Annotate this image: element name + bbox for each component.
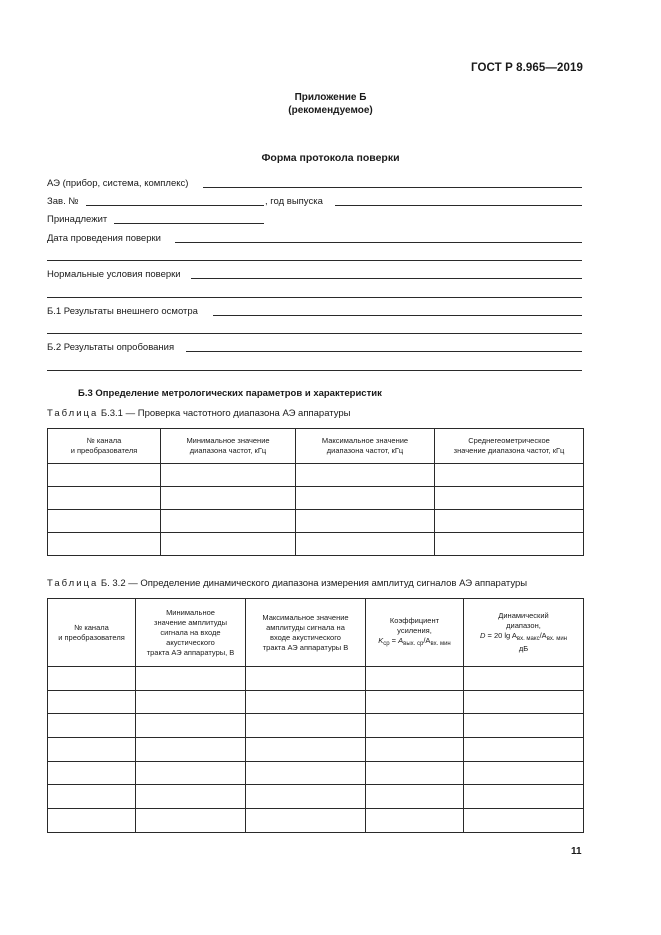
dynamic-range-table [47, 598, 584, 833]
page-number: 11 [571, 846, 582, 857]
table1-caption [47, 408, 350, 419]
device-label: АЭ (прибор, система, комплекс) [47, 178, 189, 189]
conditions-line[interactable] [191, 278, 582, 279]
appendix-title: Приложение Б [294, 92, 367, 103]
table-row [48, 761, 584, 785]
table-cell[interactable] [48, 464, 161, 487]
table-cell[interactable] [48, 690, 136, 714]
table-cell[interactable] [296, 464, 435, 487]
table-cell[interactable] [464, 714, 584, 738]
table2-header-dynamic-range: Динамический диапазон, D = 20 $\lg A_{вх. макс}/A_{вх. мин}$ дБ [464, 599, 584, 667]
table-cell[interactable] [136, 714, 246, 738]
table-cell[interactable] [136, 667, 246, 691]
table-row [48, 533, 584, 556]
table-row [48, 667, 584, 691]
table-cell[interactable] [161, 487, 296, 510]
table-cell[interactable] [296, 487, 435, 510]
year-label: , год выпуска [265, 196, 323, 207]
testing-label: Б.2 Результаты опробования [47, 342, 175, 353]
table-cell[interactable] [136, 785, 246, 809]
table-row [48, 690, 584, 714]
table2-header-gain: Коэффициент усиления, $K_{ср} = A_{вых. ср}/A_{вх. мин}$ [366, 599, 464, 667]
table-cell[interactable] [136, 809, 246, 833]
table-cell[interactable] [48, 533, 161, 556]
table-cell[interactable] [366, 690, 464, 714]
table-cell[interactable] [296, 510, 435, 533]
table-cell[interactable] [48, 809, 136, 833]
table-row [48, 809, 584, 833]
table-row [48, 785, 584, 809]
table-cell[interactable] [246, 738, 366, 762]
table1-header-channel: № канала и преобразователя [48, 429, 161, 464]
table-cell[interactable] [161, 464, 296, 487]
table-cell[interactable] [435, 533, 584, 556]
serial-line[interactable] [86, 205, 264, 206]
table-cell[interactable] [464, 809, 584, 833]
table-cell[interactable] [246, 785, 366, 809]
table-cell[interactable] [48, 785, 136, 809]
table-cell[interactable] [464, 667, 584, 691]
table-cell[interactable] [366, 667, 464, 691]
table-cell[interactable] [246, 761, 366, 785]
table-row [48, 464, 584, 487]
table2-header-channel: № канала и преобразователя [48, 599, 136, 667]
document-code: ГОСТ Р 8.965—2019 [471, 62, 583, 74]
appendix-subtitle: (рекомендуемое) [288, 105, 373, 116]
inspection-label: Б.1 Результаты внешнего осмотра [47, 306, 198, 317]
table-cell[interactable] [48, 738, 136, 762]
table-cell[interactable] [246, 714, 366, 738]
table-cell[interactable] [366, 785, 464, 809]
table-cell[interactable] [136, 690, 246, 714]
table-cell[interactable] [136, 738, 246, 762]
table1-header-row [48, 429, 584, 464]
table-cell[interactable] [246, 809, 366, 833]
table2-caption-text: Б. 3.2 — Определение динамического диапазона измерения амплитуд сигналов АЭ аппаратуры [98, 578, 528, 589]
table1-header-geomean-freq: Среднегеометрическое значение диапазона частот, кГц [435, 429, 584, 464]
table-cell[interactable] [366, 714, 464, 738]
table-cell[interactable] [435, 510, 584, 533]
table-cell[interactable] [161, 533, 296, 556]
serial-label: Зав. № [47, 196, 79, 207]
table-cell[interactable] [366, 738, 464, 762]
table-cell[interactable] [435, 487, 584, 510]
table-cell[interactable] [366, 809, 464, 833]
form-title: Форма протокола поверки [261, 152, 400, 164]
table-cell[interactable] [136, 761, 246, 785]
date-line-2[interactable] [47, 260, 582, 261]
table-row [48, 487, 584, 510]
table-cell[interactable] [48, 510, 161, 533]
table-row [48, 714, 584, 738]
table-cell[interactable] [246, 667, 366, 691]
table-cell[interactable] [464, 761, 584, 785]
table2-caption [47, 578, 527, 589]
table1-caption-word: Таблица [47, 408, 99, 419]
table-cell[interactable] [48, 487, 161, 510]
table-cell[interactable] [464, 738, 584, 762]
table-cell[interactable] [246, 690, 366, 714]
frequency-range-table [47, 428, 584, 556]
date-label: Дата проведения поверки [47, 233, 161, 244]
table2-header-min-amplitude: Минимальное значение амплитуды сигнала на входе акустического тракта АЭ аппаратуры, В [136, 599, 246, 667]
conditions-line-2[interactable] [47, 297, 582, 298]
owner-label: Принадлежит [47, 214, 108, 225]
table-cell[interactable] [296, 533, 435, 556]
year-line[interactable] [335, 205, 582, 206]
table-cell[interactable] [366, 761, 464, 785]
table-cell[interactable] [48, 714, 136, 738]
table-cell[interactable] [48, 761, 136, 785]
section-b3-heading: Б.3 Определение метрологических параметров и характеристик [78, 388, 382, 399]
table2-caption-word: Таблица [47, 578, 99, 589]
table-cell[interactable] [435, 464, 584, 487]
table-cell[interactable] [464, 785, 584, 809]
device-line[interactable] [203, 187, 582, 188]
owner-line[interactable] [114, 223, 264, 224]
inspection-line-2[interactable] [47, 333, 582, 334]
table-cell[interactable] [464, 690, 584, 714]
testing-line-2[interactable] [47, 370, 582, 371]
conditions-label: Нормальные условия поверки [47, 269, 181, 280]
table-cell[interactable] [48, 667, 136, 691]
table-row [48, 510, 584, 533]
table2-header-row [48, 599, 584, 667]
table1-header-max-freq: Максимальное значение диапазона частот, кГц [296, 429, 435, 464]
table1-caption-text: Б.3.1 — Проверка частотного диапазона АЭ аппаратуры [98, 408, 351, 419]
table2-header-max-amplitude: Максимальное значение амплитуды сигнала на входе акустического тракта АЭ аппаратуры В [246, 599, 366, 667]
table-row [48, 738, 584, 762]
testing-line[interactable] [186, 351, 582, 352]
date-line[interactable] [175, 242, 582, 243]
table1-header-min-freq: Минимальное значение диапазона частот, кГц [161, 429, 296, 464]
inspection-line[interactable] [213, 315, 582, 316]
table-cell[interactable] [161, 510, 296, 533]
